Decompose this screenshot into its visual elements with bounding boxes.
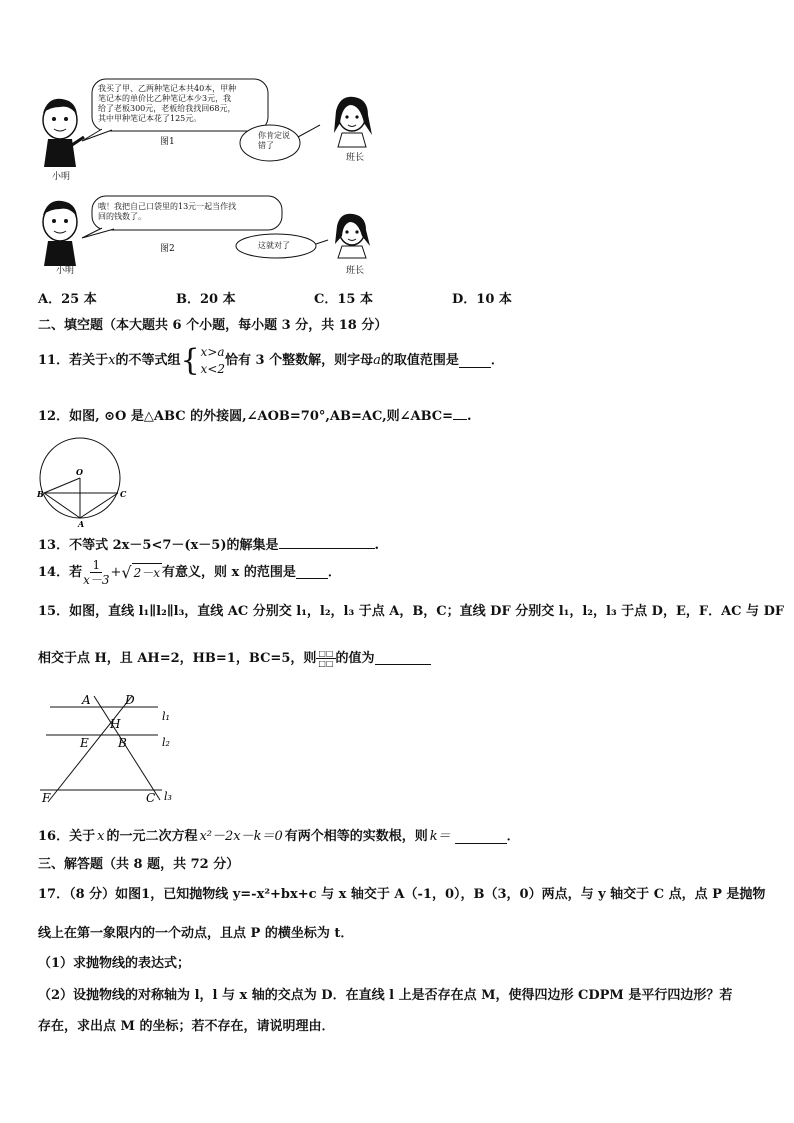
q16-suffix: 有两个相等的实数根，则 bbox=[284, 829, 428, 844]
q14-radicand: 2－x bbox=[132, 563, 162, 582]
q11-system-line-2: x<2 bbox=[200, 362, 226, 376]
q16-equation: x²－2x－k＝0 bbox=[199, 829, 283, 844]
question-17-part-2-line-2: 存在，求出点 M 的坐标；若不存在，请说明理由． bbox=[38, 1019, 335, 1034]
q16-var-k: k＝ bbox=[429, 829, 451, 844]
q16-mid: 的一元二次方程 bbox=[106, 829, 198, 844]
question-11 bbox=[38, 344, 504, 378]
q11-end: ． bbox=[490, 353, 504, 368]
question-17-part-2-line-1: （2）设抛物线的对称轴为 l，l 与 x 轴的交点为 D．在直线 l 上是否存在点 M，使得四边形 CDPM 是平行四边形？若 bbox=[38, 988, 733, 1003]
q15-fraction bbox=[316, 649, 335, 668]
monitor-label-1: 班长 bbox=[346, 153, 365, 163]
figure-caption-2: 图2 bbox=[160, 244, 175, 254]
figure-caption-1: 图1 bbox=[160, 137, 175, 147]
option-a: A．25 本 bbox=[38, 292, 97, 307]
q14-fraction bbox=[83, 558, 109, 587]
q11-suffix-1: 恰有 3 个整数解，则字母 bbox=[225, 353, 374, 368]
option-c: C．15 本 bbox=[314, 292, 373, 307]
section-2-title: 二、填空题（本大题共 6 个小题，每小题 3 分，共 18 分） bbox=[38, 318, 388, 333]
cartoon-figure-1 bbox=[30, 75, 390, 185]
fig12-label-o: O bbox=[76, 467, 83, 477]
fig15-label-l1: l₁ bbox=[162, 710, 170, 723]
cartoon-figure-2 bbox=[30, 190, 390, 280]
q11-var-a: a bbox=[373, 353, 381, 368]
q13-text: 13．不等式 2x－5<7－(x－5)的解集是 bbox=[38, 538, 279, 553]
reply-text-2: 这就对了 bbox=[258, 241, 290, 250]
q16-var-x: x bbox=[97, 829, 105, 844]
fig15-label-h: H bbox=[110, 717, 121, 731]
figure-15-drawing bbox=[36, 690, 186, 810]
question-13 bbox=[38, 536, 379, 555]
q11-brace: { bbox=[180, 343, 200, 378]
q14-prefix: 14．若 bbox=[38, 564, 83, 580]
bubble-text-1: 我买了甲、乙两种笔记本共40本，甲种 笔记本的单价比乙种笔记本少3元，我 给了老板300元，老板给我找回68元， 其中甲种笔记本花了125元。 bbox=[98, 84, 237, 123]
boy-label-2: 小明 bbox=[56, 266, 75, 276]
q15-fraction-top: □□ bbox=[318, 649, 334, 658]
fig12-label-a: A bbox=[78, 519, 85, 528]
q12-answer-blank[interactable] bbox=[453, 407, 467, 420]
fig15-label-l2: l₂ bbox=[162, 736, 170, 749]
q12-text: 12．如图, ⊙O 是△ABC 的外接圆,∠AOB=70°,AB=AC,则∠ABC= bbox=[38, 409, 454, 424]
q13-answer-blank[interactable] bbox=[279, 536, 375, 549]
q14-numerator: 1 bbox=[92, 558, 101, 572]
q11-suffix-2: 的取值范围是 bbox=[380, 353, 459, 368]
q11-var-x: x bbox=[108, 353, 116, 368]
q14-sqrt-sign: √ bbox=[121, 562, 132, 582]
q15-answer-blank[interactable] bbox=[375, 652, 431, 665]
q16-end: ． bbox=[506, 829, 520, 844]
fig12-label-c: C bbox=[120, 489, 127, 499]
q16-answer-blank[interactable] bbox=[455, 831, 507, 844]
fig15-label-l3: l₃ bbox=[164, 790, 172, 803]
q11-mid: 的不等式组 bbox=[115, 353, 181, 368]
question-17-line-1: 17．（8 分）如图1，已知抛物线 y=-x²+bx+c 与 x 轴交于 A（-1，0），B（3，0）两点，与 y 轴交于 C 点，点 P 是抛物 bbox=[38, 887, 766, 902]
figure-15-parallel-lines bbox=[36, 690, 186, 810]
girl-icon bbox=[335, 214, 370, 258]
question-14 bbox=[38, 558, 341, 587]
fig15-label-f: F bbox=[42, 791, 51, 805]
figure-12-drawing bbox=[36, 436, 136, 528]
q11-system bbox=[201, 344, 225, 378]
q13-end: . bbox=[374, 538, 380, 553]
question-15-line-1: 15．如图，直线 l₁∥l₂∥l₃，直线 AC 分别交 l₁，l₂，l₃ 于点 A，B，C；直线 DF 分别交 l₁，l₂，l₃ 于点 D，E，F．AC 与 DF bbox=[38, 604, 785, 619]
q14-end: ． bbox=[327, 564, 341, 580]
fig15-label-b: B bbox=[118, 736, 127, 750]
fig12-label-b: B bbox=[37, 489, 44, 499]
question-16 bbox=[38, 828, 520, 846]
fig15-label-a: A bbox=[82, 693, 91, 707]
q11-system-line-1: x>a bbox=[200, 345, 225, 359]
monitor-label-2: 班长 bbox=[346, 266, 365, 276]
q11-prefix: 11．若关于 bbox=[38, 353, 109, 368]
q16-prefix: 16．关于 bbox=[38, 829, 96, 844]
girl-icon bbox=[334, 97, 372, 147]
section-3-title: 三、解答题（共 8 题，共 72 分） bbox=[38, 857, 240, 872]
option-b: B．20 本 bbox=[176, 292, 236, 307]
q15-fraction-bottom: □□ bbox=[318, 659, 334, 668]
q15-line-2-prefix: 相交于点 H，且 AH=2，HB=1，BC=5，则 bbox=[38, 650, 317, 666]
question-17-line-2: 线上在第一象限内的一个动点，且点 P 的横坐标为 t． bbox=[38, 926, 354, 941]
boy-label-1: 小明 bbox=[52, 172, 71, 182]
bubble-text-2: 哦！我把自己口袋里的13元一起当作找 回的钱数了。 bbox=[98, 202, 237, 221]
fig15-label-d: D bbox=[125, 693, 135, 707]
fig15-label-c: C bbox=[146, 791, 156, 805]
reply-text-1: 你肯定说 错了 bbox=[258, 131, 290, 150]
boy-icon bbox=[43, 99, 84, 167]
q14-answer-blank[interactable] bbox=[296, 566, 328, 579]
q11-answer-blank[interactable] bbox=[459, 355, 491, 368]
q14-suffix: 有意义，则 x 的范围是 bbox=[162, 564, 296, 580]
question-17-part-1: （1）求抛物线的表达式； bbox=[38, 956, 191, 971]
boy-icon bbox=[43, 201, 77, 266]
fig15-label-e: E bbox=[80, 736, 89, 750]
figure-12-circle bbox=[36, 436, 136, 528]
q14-denominator: x－3 bbox=[83, 573, 110, 587]
option-d: D．10 本 bbox=[452, 292, 512, 307]
q12-end: . bbox=[467, 409, 472, 424]
q15-line-2-suffix: 的值为 bbox=[335, 650, 375, 666]
question-12 bbox=[38, 407, 472, 426]
question-15-line-2 bbox=[38, 649, 431, 668]
q14-plus: + bbox=[110, 564, 122, 580]
